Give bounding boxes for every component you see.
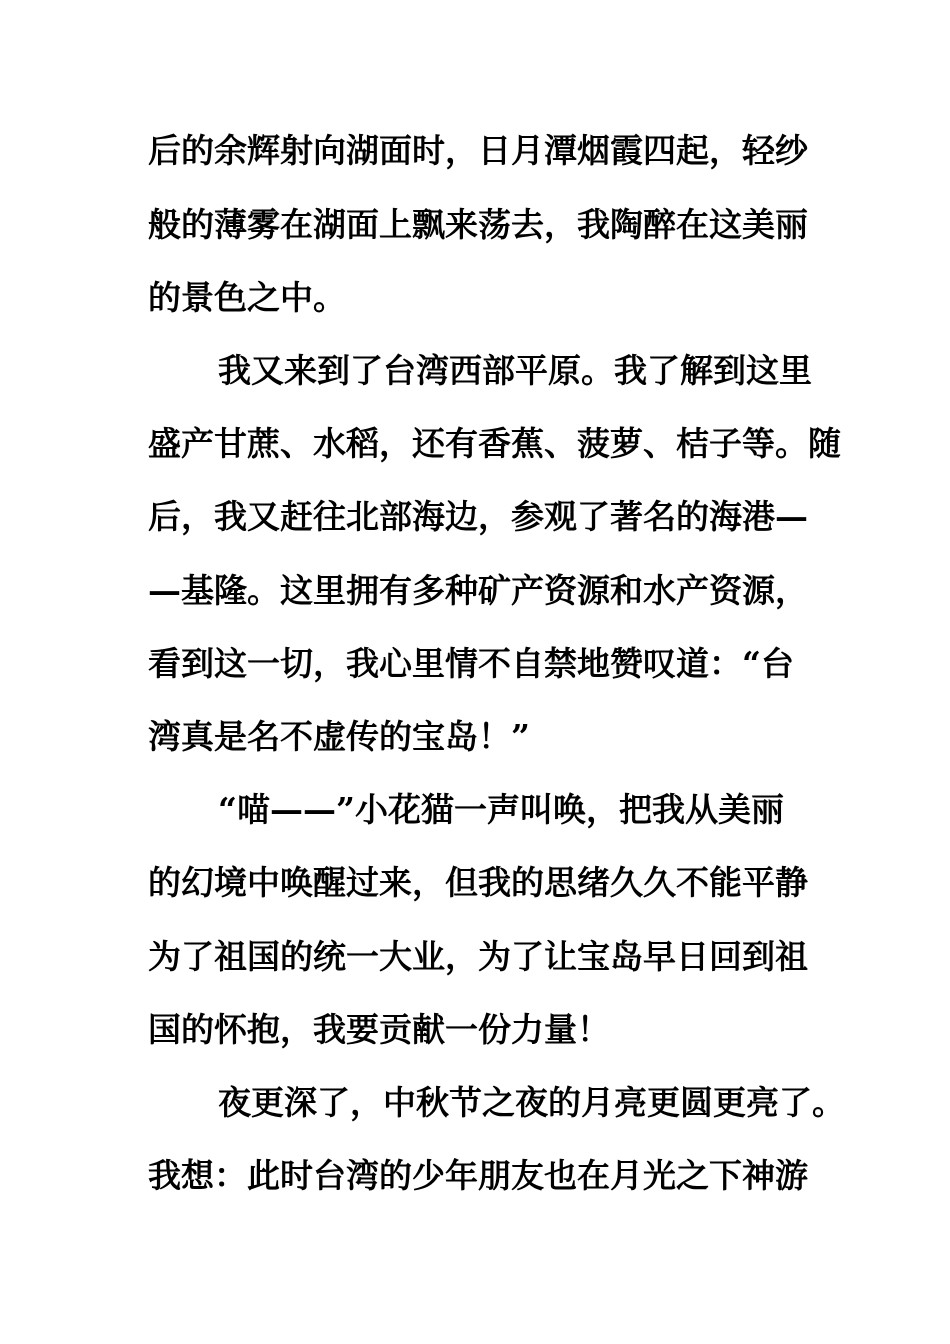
text-line: 为了祖国的统一大业，为了让宝岛早日回到祖 (148, 937, 808, 976)
text-line: —基隆。这里拥有多种矿产资源和水产资源， (148, 571, 808, 610)
text-line: 后，我又赶往北部海边，参观了著名的海港— (148, 497, 808, 536)
text-line: 我想：此时台湾的少年朋友也在月光之下神游 (148, 1156, 808, 1195)
text-line: 国的怀抱，我要贡献一份力量！ (148, 1010, 610, 1049)
text-line: 盛产甘蔗、水稻，还有香蕉、菠萝、桔子等。随 (148, 424, 841, 463)
paragraph-start-line: 我又来到了台湾西部平原。我了解到这里 (218, 351, 812, 390)
text-line: 般的薄雾在湖面上飘来荡去，我陶醉在这美丽 (148, 205, 808, 244)
text-line: 后的余辉射向湖面时，日月潭烟霞四起，轻纱 (148, 131, 808, 170)
text-line: 看到这一切，我心里情不自禁地赞叹道：“台 (148, 644, 794, 683)
paragraph-start-line: “喵——”小花猫一声叫唤，把我从美丽 (218, 790, 784, 829)
text-line: 的幻境中唤醒过来，但我的思绪久久不能平静 (148, 863, 808, 902)
paragraph-start-line: 夜更深了，中秋节之夜的月亮更圆更亮了。 (218, 1083, 845, 1122)
text-line: 湾真是名不虚传的宝岛！” (148, 717, 530, 756)
text-line: 的景色之中。 (148, 278, 346, 317)
